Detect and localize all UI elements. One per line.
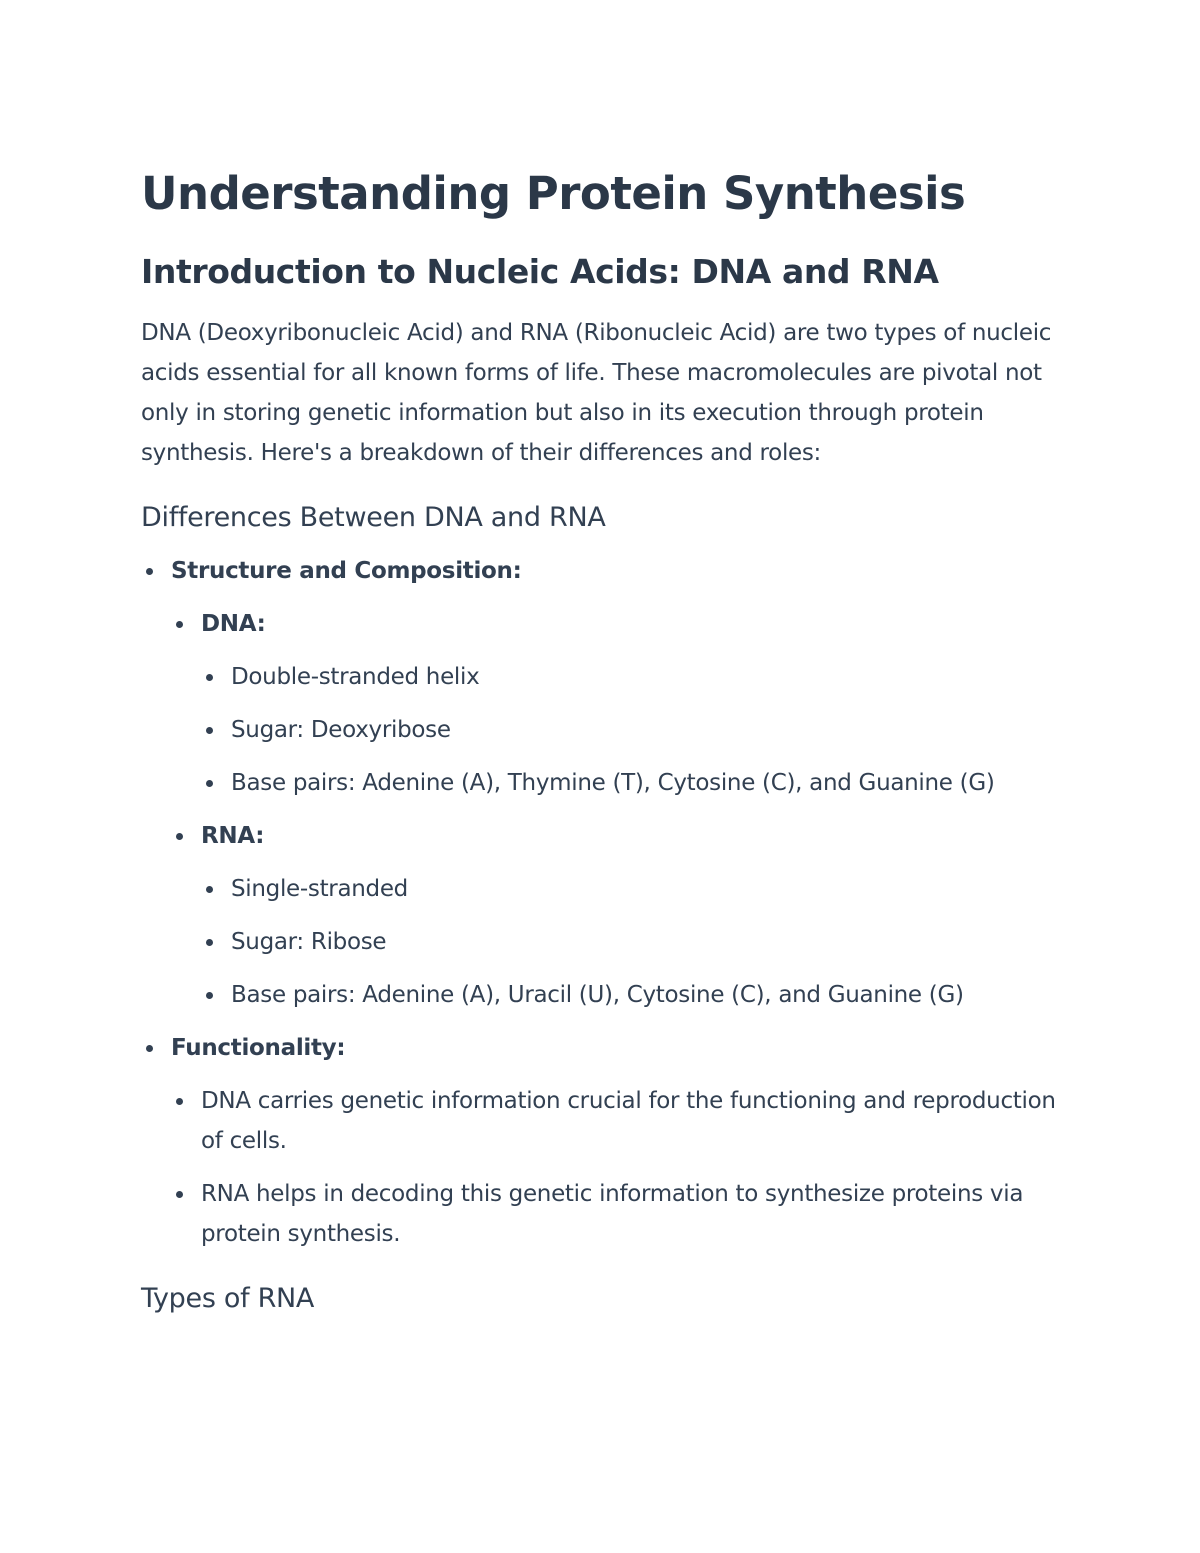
- list-item-functionality: [171, 1028, 1071, 1254]
- list-item-dna: [201, 604, 1071, 803]
- bullet-dot: [206, 727, 213, 734]
- page-title: Understanding Protein Synthesis: [141, 167, 966, 220]
- functionality-text: DNA carries genetic information crucial for the functioning and reproduction of cells.: [201, 1088, 1056, 1154]
- document-content: [141, 166, 1071, 1319]
- dna-property: Sugar: Deoxyribose: [231, 717, 451, 743]
- list-item: [231, 975, 1071, 1015]
- bullet-dot: [146, 568, 153, 575]
- structure-label: Structure and Composition:: [171, 558, 522, 584]
- rna-properties-list: [201, 869, 1071, 1015]
- list-item: [231, 657, 1071, 697]
- bullet-dot: [206, 674, 213, 681]
- dna-property: Base pairs: Adenine (A), Thymine (T), Cytosine (C), and Guanine (G): [231, 770, 995, 796]
- structure-sublist: [171, 604, 1071, 1015]
- list-item: [231, 763, 1071, 803]
- dna-properties-list: [201, 657, 1071, 803]
- list-item: [201, 1081, 1071, 1161]
- bullet-dot: [146, 1045, 153, 1052]
- list-item: [231, 710, 1071, 750]
- list-item-structure: [171, 551, 1071, 1015]
- bullet-dot: [176, 621, 183, 628]
- differences-list: [141, 551, 1071, 1254]
- list-item-rna: [201, 816, 1071, 1015]
- bullet-dot: [206, 886, 213, 893]
- section-heading-nucleic-acids: Introduction to Nucleic Acids: DNA and RNA: [141, 252, 939, 291]
- rna-label: RNA:: [201, 823, 265, 849]
- subheading-differences: Differences Between DNA and RNA: [141, 502, 606, 533]
- dna-label: DNA:: [201, 611, 266, 637]
- functionality-text: RNA helps in decoding this genetic information to synthesize proteins via protein synthesis.: [201, 1181, 1024, 1247]
- rna-property: Sugar: Ribose: [231, 929, 387, 955]
- functionality-sublist: [171, 1081, 1071, 1254]
- list-item: [201, 1174, 1071, 1254]
- rna-property: Single-stranded: [231, 876, 408, 902]
- list-item: [231, 922, 1071, 962]
- bullet-dot: [176, 1098, 183, 1105]
- functionality-label: Functionality:: [171, 1035, 346, 1061]
- subheading-types-of-rna: Types of RNA: [141, 1283, 315, 1314]
- bullet-dot: [206, 780, 213, 787]
- bullet-dot: [206, 939, 213, 946]
- dna-property: Double-stranded helix: [231, 664, 480, 690]
- list-item: [231, 869, 1071, 909]
- bullet-dot: [176, 833, 183, 840]
- bullet-dot: [176, 1191, 183, 1198]
- intro-paragraph: DNA (Deoxyribonucleic Acid) and RNA (Ribonucleic Acid) are two types of nucleic acids essential for all known forms of life. These macromolecules are pivotal not only in storing genetic information but also in its execution through protein synthesis. Here's a breakdown of their differences and roles:: [141, 320, 1052, 466]
- rna-property: Base pairs: Adenine (A), Uracil (U), Cytosine (C), and Guanine (G): [231, 982, 964, 1008]
- bullet-dot: [206, 992, 213, 999]
